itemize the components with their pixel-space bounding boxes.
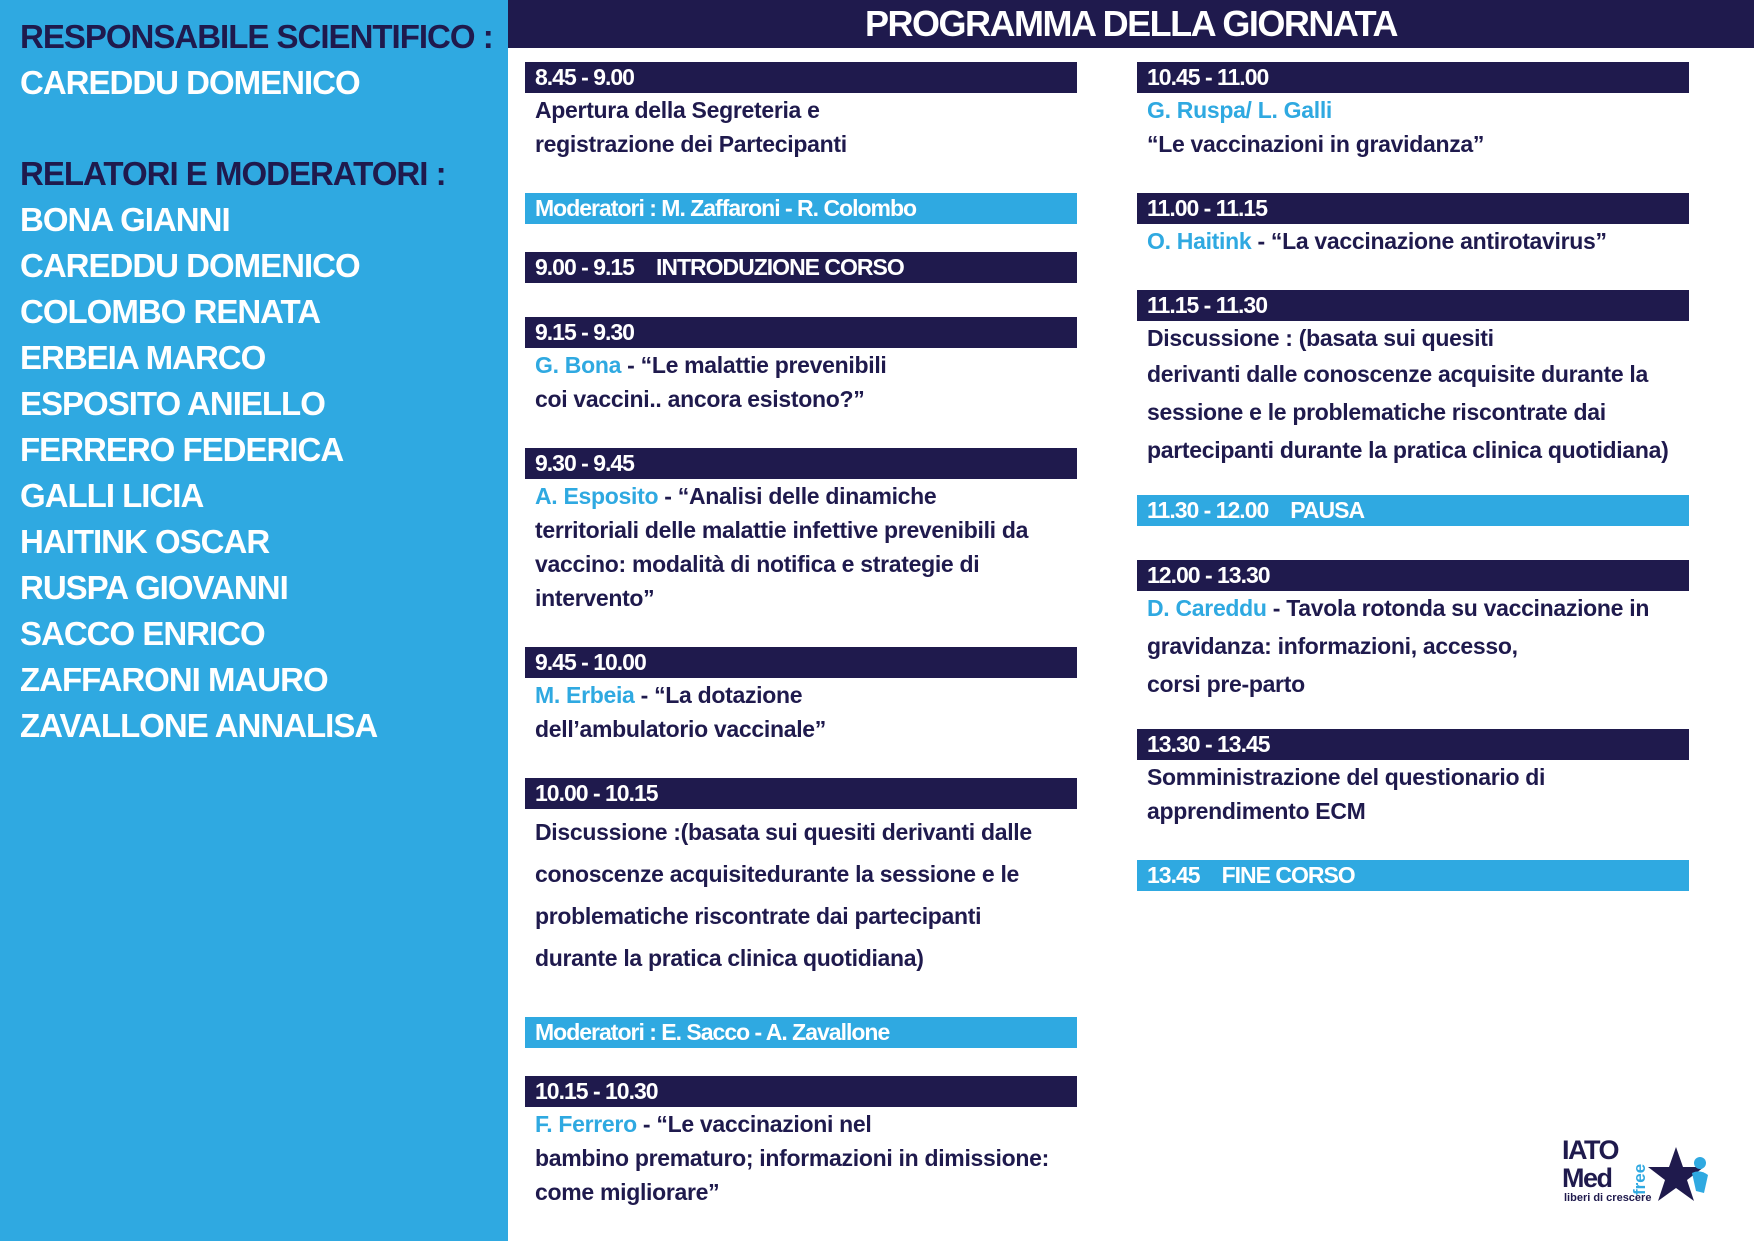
speaker-name: ZAVALLONE ANNALISA bbox=[20, 707, 378, 744]
speaker-link: A. Esposito bbox=[535, 483, 659, 509]
time-bar: 13.30 - 13.45 bbox=[1137, 729, 1689, 760]
time-bar: 11.15 - 11.30 bbox=[1137, 290, 1689, 321]
session-text: Somministrazione del questionario di apprendimento ECM bbox=[1147, 764, 1546, 824]
speaker-name: ERBEIA MARCO bbox=[20, 339, 266, 376]
time-bar: 10.15 - 10.30 bbox=[525, 1076, 1077, 1107]
program-column-2 bbox=[1137, 62, 1689, 891]
speaker-name: HAITINK OSCAR bbox=[20, 523, 270, 560]
speaker-name: COLOMBO RENATA bbox=[20, 293, 321, 330]
time-bar: 8.45 - 9.00 bbox=[525, 62, 1077, 93]
session-text: O. Haitink - “La vaccinazione antirotavirus” bbox=[1147, 228, 1607, 254]
session-text: G. Bona - “Le malattie prevenibili coi vaccini.. ancora esistono?” bbox=[535, 352, 887, 412]
speaker-link: G. Ruspa/ L. Galli bbox=[1147, 97, 1333, 123]
scientific-head-name: CAREDDU DOMENICO bbox=[20, 64, 360, 101]
speaker-link: G. Bona bbox=[535, 352, 622, 378]
speakers-heading: RELATORI E MODERATORI : bbox=[20, 155, 446, 192]
time-bar: 9.30 - 9.45 bbox=[525, 448, 1077, 479]
time-bar: 11.00 - 11.15 bbox=[1137, 193, 1689, 224]
speaker-name: RUSPA GIOVANNI bbox=[20, 569, 288, 606]
speaker-name: ESPOSITO ANIELLO bbox=[20, 385, 325, 422]
time-bar: 12.00 - 13.30 bbox=[1137, 560, 1689, 591]
speaker-link: O. Haitink bbox=[1147, 228, 1252, 254]
session-text: Apertura della Segreteria e registrazione dei Partecipanti bbox=[535, 97, 847, 157]
time-bar: 9.45 - 10.00 bbox=[525, 647, 1077, 678]
session-text: D. Careddu - Tavola rotonda su vaccinazione in gravidanza: informazioni, accesso, corsi pre-parto bbox=[1147, 595, 1650, 697]
speaker-name: FERRERO FEDERICA bbox=[20, 431, 344, 468]
speaker-name: BONA GIANNI bbox=[20, 201, 230, 238]
session-text: M. Erbeia - “La dotazione dell’ambulatorio vaccinale” bbox=[535, 682, 827, 742]
time-bar: 9.15 - 9.30 bbox=[525, 317, 1077, 348]
session-text: Discussione : (basata sui quesiti derivanti dalle conoscenze acquisite durante la sessione e le problematiche riscontrate dai partecipanti durante la pratica clinica quotidiana) bbox=[1147, 325, 1669, 463]
speaker-link: M. Erbeia bbox=[535, 682, 635, 708]
speaker-link: F. Ferrero bbox=[535, 1111, 637, 1137]
speaker-name: GALLI LICIA bbox=[20, 477, 204, 514]
speaker-link: D. Careddu bbox=[1147, 595, 1267, 621]
session-text: G. Ruspa/ L. Galli “Le vaccinazioni in gravidanza” bbox=[1137, 93, 1689, 161]
program-title: PROGRAMMA DELLA GIORNATA bbox=[508, 0, 1754, 48]
session-text: A. Esposito - “Analisi delle dinamiche territoriali delle malattie infettive prevenibili da vaccino: modalità di notifica e strategie di intervento” bbox=[535, 483, 1029, 611]
scientific-head-heading: RESPONSABILE SCIENTIFICO : bbox=[20, 18, 493, 55]
time-bar: 10.00 - 10.15 bbox=[525, 778, 1077, 809]
iatomed-logo: IATO Med free liberi di crescere bbox=[1560, 1135, 1720, 1215]
speaker-name: ZAFFARONI MAURO bbox=[20, 661, 328, 698]
speakers-panel bbox=[0, 0, 508, 1241]
star-people-icon bbox=[1646, 1143, 1716, 1215]
time-bar: 10.45 - 11.00 bbox=[1137, 62, 1689, 93]
time-bar: 13.45 FINE CORSO bbox=[1137, 860, 1689, 891]
moderators-bar: Moderatori : M. Zaffaroni - R. Colombo bbox=[525, 193, 1077, 224]
speaker-name: SACCO ENRICO bbox=[20, 615, 265, 652]
time-bar: 11.30 - 12.00 PAUSA bbox=[1137, 495, 1689, 526]
speaker-name: CAREDDU DOMENICO bbox=[20, 247, 360, 284]
time-bar: 9.00 - 9.15 INTRODUZIONE CORSO bbox=[525, 252, 1077, 283]
moderators-bar: Moderatori : E. Sacco - A. Zavallone bbox=[525, 1017, 1077, 1048]
session-text: F. Ferrero - “Le vaccinazioni nel bambino prematuro; informazioni in dimissione: come migliorare” bbox=[535, 1111, 1049, 1205]
program-column-1 bbox=[525, 62, 1077, 1209]
session-text: Discussione :(basata sui quesiti derivanti dalle conoscenze acquisitedurante la sessione e le problematiche riscontrate dai partecipanti durante la pratica clinica quotidiana) bbox=[535, 819, 1032, 971]
